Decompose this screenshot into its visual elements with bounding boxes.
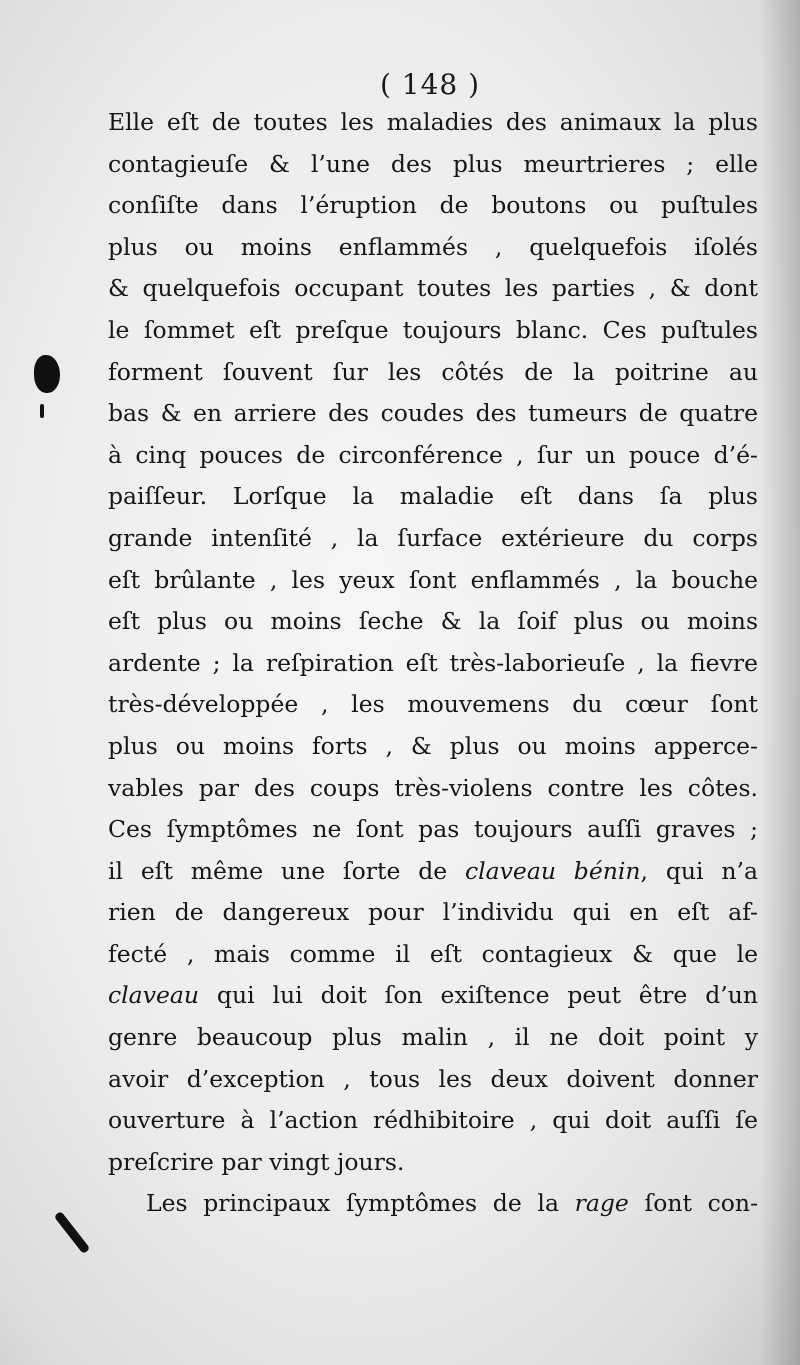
text-run: ouverture à l’action rédhibitoire , qui doit auſſi ſe [108, 1106, 758, 1135]
text-line [108, 601, 758, 643]
text-run: plus ou moins enflammés , quelquefois iſolés [108, 232, 758, 261]
text-line [108, 310, 758, 352]
body-text [108, 102, 758, 1225]
text-run: qui lui doit ſon exiſtence peut être d’un [199, 981, 758, 1010]
text-line [108, 975, 758, 1017]
italic-term: claveau [108, 981, 200, 1010]
page-edge-shadow [760, 0, 800, 1365]
text-line [108, 851, 758, 893]
text-run: forment ſouvent ſur les côtés de la poitrine au [108, 357, 758, 386]
text-line [108, 560, 758, 602]
ink-scratch [54, 1211, 91, 1254]
text-line [108, 809, 758, 851]
text-run: plus ou moins forts , & plus ou moins apperce- [108, 731, 758, 760]
text-line [108, 268, 758, 310]
text-line [108, 352, 758, 394]
text-run: Ces ſymptômes ne ſont pas toujours auſſi graves ; [108, 815, 758, 844]
text-run: conſiſte dans l’éruption de boutons ou puſtules [108, 191, 758, 220]
text-line [108, 393, 758, 435]
text-run: eſt brûlante , les yeux ſont enflammés , la bouche [108, 565, 758, 594]
text-line [108, 1059, 758, 1101]
text-line [108, 144, 758, 186]
text-run: avoir d’exception , tous les deux doivent donner [108, 1064, 758, 1093]
text-run: bas & en arriere des coudes des tumeurs de quatre [108, 399, 758, 428]
italic-term: rage [574, 1189, 629, 1218]
text-run: vables par des coups très-violens contre les côtes. [108, 773, 758, 802]
text-line [108, 934, 758, 976]
text-run: il eſt même une ſorte de [108, 856, 465, 885]
text-run: le ſommet eſt preſque toujours blanc. Ces puſtules [108, 315, 758, 344]
text-line [108, 643, 758, 685]
text-line [108, 726, 758, 768]
text-line [108, 768, 758, 810]
text-run: ardente ; la reſpiration eſt très-laborieuſe , la fievre [108, 648, 758, 677]
text-run: , qui n’a [640, 856, 758, 885]
text-line [108, 892, 758, 934]
text-run: rien de dangereux pour l’individu qui en eſt af- [108, 898, 758, 927]
ink-blot [34, 355, 60, 393]
text-run: Elle eſt de toutes les maladies des animaux la plus [108, 108, 758, 136]
text-run: paiſſeur. Lorſque la maladie eſt dans ſa plus [108, 482, 758, 511]
text-run: grande intenſité , la ſurface extérieure du corps [108, 523, 758, 552]
text-line [108, 518, 758, 560]
text-run: à cinq pouces de circonférence , ſur un pouce d’é- [108, 440, 758, 469]
text-run: & quelquefois occupant toutes les parties , & dont [108, 274, 758, 303]
text-run: Les principaux ſymptômes de la [146, 1189, 575, 1218]
text-run: preſcrire par vingt jours. [108, 1147, 405, 1176]
text-line [108, 1142, 758, 1184]
italic-term: claveau bénin [464, 856, 641, 885]
text-line [108, 227, 758, 269]
ink-mark [40, 404, 44, 418]
text-line [108, 1100, 758, 1142]
text-line [108, 185, 758, 227]
text-line [108, 435, 758, 477]
text-run: contagieuſe & l’une des plus meurtrieres ; elle [108, 149, 758, 178]
text-run: très-développée , les mouvemens du cœur ſont [108, 690, 758, 719]
text-line [108, 476, 758, 518]
text-line [108, 684, 758, 726]
text-line [108, 1183, 758, 1225]
text-run: genre beaucoup plus malin , il ne doit point y [108, 1023, 758, 1052]
text-run: fecté , mais comme il eſt contagieux & que le [108, 939, 758, 968]
page-number: ( 148 ) [379, 68, 481, 101]
text-line [108, 1017, 758, 1059]
text-run: eſt plus ou moins ſeche & la ſoif plus ou moins [108, 607, 758, 636]
text-run: ſont con- [628, 1189, 759, 1218]
text-line [108, 102, 758, 144]
